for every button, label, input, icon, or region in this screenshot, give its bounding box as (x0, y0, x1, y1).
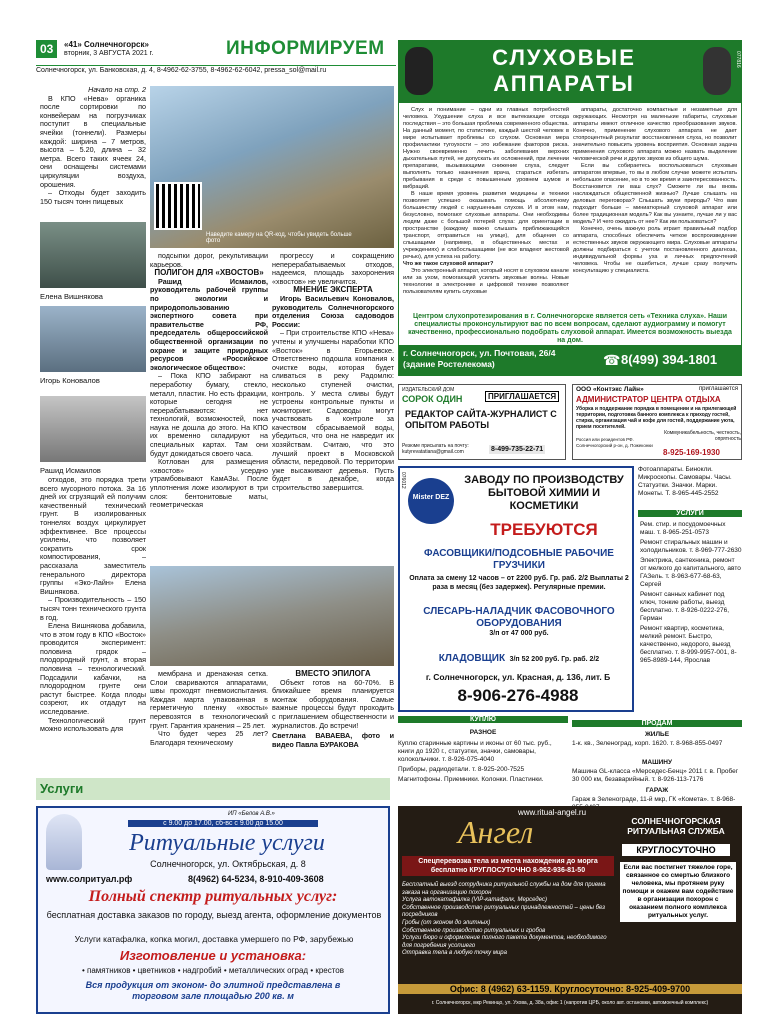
paper-name: «41» Солнечногорск» (64, 40, 149, 49)
showroom-note: Вся продукция от эконом- до элитной представлена в торговом зале площадью 200 кв. м (85, 980, 341, 1001)
kuplyu-heading: КУПЛЮ (398, 716, 568, 723)
admin-invite: приглашается (698, 386, 738, 392)
article-photo-main (150, 86, 394, 248)
article-author: Светлана ВАВАЕВА, фото и видео Павла БУРАКОВА (272, 731, 394, 749)
ritual-ad-angel (398, 806, 742, 1014)
classified-item: Куплю старинные картины и иконы от 60 тыс. руб., книги до 1920 г., статуэтки, значки, самовары, колокольчики. т. 8-926-075-4040 (398, 740, 552, 763)
uslugi-list (640, 521, 742, 665)
article-col3-bottom (272, 670, 394, 749)
article-col2 (150, 252, 268, 510)
brand-name: Mister DEZ (412, 494, 450, 501)
invite-label: ПРИГЛАШАЕТСЯ (485, 391, 559, 402)
article-text: – Отходы будет заходить 150 тысяч тонн пищевых (40, 188, 146, 206)
angel-transport: Спецперевозка тела из места нахождения до морга бесплатно КРУГЛОСУТОЧНО 8-962-936-81-50 (402, 856, 614, 876)
job-title: ФАСОВЩИКИ/ПОДСОБНЫЕ РАБОЧИЕ ГРУЗЧИКИ (424, 548, 614, 571)
job-terms: 3/п 52 200 руб. Гр. раб. 2/2 (509, 656, 600, 663)
job-1 (408, 548, 630, 592)
caption-vishnyakova: Елена Вишнякова (40, 292, 103, 301)
angel-brand: Ангел (458, 814, 534, 850)
quote-speaker: Рашид Исмаилов, руководитель рабочей группы по экологии и природопользованию экспертного совета при правительстве РФ, председатель общероссийской общественной организации по охране и защите природных ресурсов «Российское экологическое общество»: (150, 276, 268, 372)
manufacture-items: • памятников • цветников • надгробий • металлических оград • крестов (81, 966, 345, 975)
mashinu-heading: МАШИНУ (641, 759, 673, 766)
ritual-services: бесплатная доставка заказов по городу, выезд агента, оформление документов (46, 910, 382, 920)
article-text: – Пока КПО забирают на переработку бумагу, стекло, металл, пластик. Но есть фракции, которые сегодня не перерабатываются: нет технологий, возможностей, пока наука не дошла до этого. На КПО их временно складируют на специальных картах. Там они будут дожидаться своего часа. (150, 371, 268, 458)
hearing-center: Центром слухопротезирования в г. Солнечногорске является сеть «Техника слуха». Наши специалисты проконсультируют вас по всем вопросам, сделают аудиограмму и помогут качественно, профессионально подобрать слуховой аппарат. Имеется возможность выезда на дом. (408, 313, 732, 344)
hearing-phone[interactable]: 8(499) 394-1801 (621, 352, 718, 367)
factory-address: г. Солнечногорск, ул. Красная, д. 136, лит. Б (425, 672, 611, 682)
article-text: отходов, это порядка трети всего мусорного потока. За 16 дней их сгрузящий ей получим качественный технический грунт. В изолированных тоннелях воздух циркулирует эффективнее. Все процессы усилены, что позволяет сократить срок компостирования, – рассказала заместитель генерального директора группы «Эко-Лайн» Елена Вишнякова. (40, 475, 146, 596)
angel-round-clock: КРУГЛОСУТОЧНО (622, 844, 730, 856)
hearing-banner (399, 41, 741, 103)
phone-icon: ☎ (603, 352, 621, 368)
classified-item: 1-к. кв., Зеленоград, корп. 1620. т. 8-968-855-0497 (572, 740, 723, 747)
angel-list (402, 882, 614, 958)
working-hours: с 9.00 до 17.00, сб-вс с 9.00 до 15.00 (128, 820, 318, 827)
hearing-question: Что же такое слуховой аппарат? (403, 261, 494, 267)
chemistry-job-ad (398, 466, 634, 712)
ritual-services: Услуги катафалка, копка могил, доставка умершего по РФ, зарубежью (74, 934, 354, 944)
caption-konovalov: Игорь Коновалов (40, 376, 100, 385)
job-title: СЛЕСАРЬ-НАЛАДЧИК ФАСОВОЧНОГО ОБОРУДОВАНИЯ (423, 606, 615, 629)
admin-contact: Россия или резидентов РФ. Солнечногорский р-он, д. Пожеконки (576, 437, 653, 448)
qr-code[interactable] (154, 182, 202, 230)
sorok-job-ad (398, 384, 566, 460)
antiques-classified: Фотоаппараты. Бинокли. Микроскопы. Самовары. Часы. Статуэтки. Значки. Марки. Монеты. Т. 8-965-445-2552 (638, 466, 732, 497)
job-terms: Оплата за смену 12 часов – от 2200 руб. Гр. раб. 2/2 Выплаты 2 раза в месяц (без задержек). Регулярные премии. (409, 575, 629, 591)
admin-title: АДМИНИСТРАТОР ЦЕНТРА ОТДЫХА (576, 395, 721, 404)
required-label: ТРЕБУЮТСЯ (490, 520, 598, 539)
angel-list-item: Собственное производство ритуальных и гробов (402, 927, 546, 934)
article-text: Что будет через 25 лет? Благодаря техническому (150, 729, 268, 747)
hearing-text: Слух и понимание – одни из главных потребностей человека. Ухудшение слуха и все вытекающие отсюда последствия – это большая проблема современного общества. На данный момент, по статистике, каждый шестой человек в мире испытывает проблемы со слухом. Основная мера профилактики тугоухости – это избежание факторов риска. Нужно своевременно лечить заболевания верхних дыхательных путей, не допускать их осложнений, при лечении препаратами, вызывающими снижение слуха, следует выполнять только назначения врача, стараться избегать пребывания в среде с повышенным уровнем шумов и вибраций. (403, 107, 569, 190)
admin-phone[interactable]: 8-925-169-1930 (663, 448, 720, 457)
subheading: ВМЕСТО ЭПИЛОГА (295, 669, 371, 678)
hearing-footer (399, 345, 741, 375)
ritual-address: Солнечногорск, ул. Октябрьская, д. 8 (150, 859, 306, 869)
job-3 (408, 648, 630, 666)
classified-item: Приборы, радиодетали. т. 8-925-200-7525 (398, 766, 525, 773)
factory-title: ЗАВОДУ ПО ПРОИЗВОДСТВУ БЫТОВОЙ ХИМИИ И КОСМЕТИКИ (464, 474, 624, 512)
classified-item: Ремонт санных кабинет под ключ, тонкие работы, выезд бесплатно. т. 8-926-0222-276, Герман (640, 591, 730, 622)
article-col3 (272, 252, 394, 493)
angel-address: г. Солнечногорск, мкр Рекинцо, ул. Ухова, д. 38а, офис 1 (напротив ЦРБ, около авт. остановки, автомоечный комплекс) (431, 1000, 709, 1006)
classified-item: Рем. стир. и посудомоечных маш. т. 8-965-251-0573 (640, 521, 726, 536)
hearing-text: Конечно, очень важную роль играет правильный подбор аппарата, способных обеспечить четкое воспроизведение естественных звуков окружающего мира. Слуховые аппараты должны подбираться с учетом постановленного диагноза, индивидуальной формы уха и личных предпочтений человека. Чтобы не ошибиться, лучше сразу получить консультацию у специалиста. (573, 226, 737, 274)
angel-list-item: Бесплатный выезд сотрудника ритуальной службы на дом для приема заказа на организацию похорон (402, 882, 606, 896)
hearing-text: Если вы собираетесь воспользоваться слуховым аппаратом впервые, то вы в любом случае можете испытать небольшое опасение, но в то же время и заинтересованность. Восстановится ли ваш слух? Сможете ли вы вновь наслаждаться общественной жизнью? Лучше слышать на деловых переговорах? Слышать звуки природы? Что вам подходит больше – миниатюрный слуховой аппарат или более традиционная модель? Как вы узнаете, лучше ли у вас модель? И чего ожидать от нее? Как им пользоваться? (573, 163, 737, 225)
angel-office[interactable]: Офис: 8 (4962) 63-1159. Круглосуточно: 8-925-409-9700 (398, 984, 742, 994)
admin-ad (572, 384, 742, 460)
article-text: Технологический грунт можно использовать для (40, 715, 146, 734)
job-terms: 3/п от 47 000 руб. (489, 630, 549, 637)
classified-item: Ремонт стиральных машин и холодильников. т. 8-969-777-2630 (640, 539, 742, 554)
article-text: подсыпки дорог, рекультивации карьеров. (150, 251, 268, 269)
hearing-text: В наше время уровень развития медицины и техники позволяет успешно оказывать помощь абсолютному большинству людей с нарушенным слухом. И в этом нам, безусловно, помогают слуховые аппараты. Они необходимы людям даже с большой потерей слуха: для ориентации в пространстве (каждому важно слышать приближающийся транспорт, отправиться на улице), для общения со слышащими (например, в общественных местах и учреждениях) и слабослышащими (не все владеют жестовой речью), для успеха на работу. (403, 191, 569, 260)
continuation-note: Начало на стр. 2 (88, 85, 146, 94)
hearing-title (459, 45, 669, 97)
quote-speaker: Игорь Васильевич Коновалов, руководитель Солнечногорского отделения Союза садоводов России: (272, 293, 394, 329)
subheading: МНЕНИЕ ЭКСПЕРТА (293, 285, 373, 295)
angel-list-item: Гробы (от эконом до элитных) (402, 919, 491, 926)
classified-item: Машина GL-класса «Мерседес-Бенц» 2011 г. в. Пробег 30 000 км, безаварийный. т. 8-926-113-7176 (572, 768, 739, 783)
ad-code: 076012 (400, 472, 406, 489)
article-text: – Производительность – 150 тысяч тонн технического грунта в год. (40, 595, 146, 622)
firm-name: ИП «Белов А.В.» (228, 811, 275, 817)
hearing-ad (398, 40, 742, 376)
uslugi-heading: УСЛУГИ (638, 510, 742, 517)
subheading: ПОЛИГОН ДЛЯ «ХВОСТОВ» (154, 268, 264, 278)
article-text: – При строительстве КПО «Нева» учтены и улучшены наработки КПО «Восток» в Егорьевске. Ответственно подошла компания к очистке воды, которая будет сливаться в реку Радомлю: несколько ступеней очистки, контроль. У места сливы будут устроены контрольные пункты и мониторинг. Садоводы могут участвовать в контроле за качеством сбрасываемой воды, убедиться, что она не навредит их хозяйствам. Считаю, что это лучший проект в Московской области, передовой. По территории уже высаживают деревья. Пусть будет в декабре, когда строительство завершится. (272, 328, 394, 493)
article-text: Елена Вишнякова добавила, что в этом году в КПО «Восток» проводится эксперимент: половина грядок – плодородный грунт, а вторая половина – технологический. Подсадили кабачки, на плодородном грунте они растут быстрее. Когда плоды созреют, их отдадут на исследование. (40, 621, 146, 717)
caption-ismailov: Рашид Исмаилов (40, 466, 101, 475)
angel-site[interactable]: www.ritual-angel.ru (518, 808, 587, 817)
photo-caption: Наведите камеру на QR-код, чтобы увидеть больше фото (206, 232, 352, 244)
classified-item: Ремонт квартир, косметика, мелкий ремонт. Быстро, качественно, недорого, выезд бесплатно. т. 8-999-9957-001, 8-965-8989-144, Ярослав (640, 625, 737, 664)
manufacture-heading: Изготовление и установка: (119, 948, 307, 963)
hearing-device-icon (405, 47, 433, 95)
article-text: В КПО «Нева» органика после сортировки по конвейерам на погрузчиках поступит в специальные ячейки (тоннели). Размеры каждой: ширина – 7 метров, высота – 5.20, длина – 32 метра. Всего таких ячеек 24, они оснащены системами циркуляции воздуха, орошения. (40, 93, 146, 189)
angel-list-item: Услуга автокатафалка (VIP-катафалк, Мерседес) (402, 897, 547, 904)
ad-code: 077816 (735, 51, 741, 68)
publisher-label: ИЗДАТЕЛЬСКИЙ ДОМ (402, 387, 455, 393)
admin-requirements: Коммуникабельность, честность, опрятность (664, 430, 741, 442)
admin-description: Уборка и поддержание порядка в помещении и на прилегающей территории, подготовка банного комплекса к приходу гостей, стирка, организация чай и кофе для гостей, поддержание уюта, прием посетителей. (576, 406, 737, 430)
job-2 (408, 606, 630, 637)
raznoe-heading: РАЗНОЕ (469, 729, 497, 736)
classified-item: Магнитофоны. Приемники. Колонки. Пластинки. (398, 776, 544, 783)
section-title: ИНФОРМИРУЕМ (226, 38, 385, 59)
page-header (36, 40, 396, 74)
publisher-brand: СОРОК ОДИН (402, 394, 463, 404)
hearing-title-line2: АППАРАТЫ (493, 71, 635, 96)
kuplyu-list (398, 740, 568, 784)
zhile-heading: ЖИЛЬЕ (644, 731, 670, 738)
ritual-title: Ритуальные услуги (129, 830, 325, 856)
hearing-text: аппараты, достаточно компактные и незаметные для окружающих. Несмотря на маленькие габариты, слуховые аппараты имеют отличное качество преобразования звуков. Конечно, применение слухового аппарата не дает стопроцентный результат восстановления слуха, но позволит значительно повысить уровень восприятия. Основная задача применения слухового аппарата можно назвать выделение человеческой речи и других звуков из общего шума. (573, 107, 737, 162)
angel-figure-icon (46, 814, 82, 870)
admin-company: ООО «Контэкс Лайн» (576, 386, 644, 393)
resume-email: Резюме присылать на почту: kutyrevatatiana@gmail.com (402, 443, 469, 455)
ritual-phones[interactable]: 8(4962) 64-5234, 8-910-409-3608 (188, 874, 324, 884)
uslugi-bar-title: Услуги (40, 781, 84, 796)
ritual-site[interactable]: www.солритуал.рф (46, 874, 133, 884)
job-title: РЕДАКТОР САЙТА-ЖУРНАЛИСТ С ОПЫТОМ РАБОТЫ (405, 409, 557, 430)
portrait-konovalov (40, 306, 146, 372)
article-col2-bottom (150, 670, 268, 747)
prodam-heading: ПРОДАМ (572, 720, 742, 727)
ritual-ad-belov (36, 806, 390, 1014)
angel-side-text: Если вас постигнет тяжелое горе, связанное со смертью близкого человека, мы протянем руку помощи и окажем вам содействие в организации похорон с оказанием полного комплекса ритуальных услуг. (620, 862, 736, 922)
article-text: прогрессу и сокращению неперерабатываемых отходов, надеемся, площадь захоронения «хвостов» не увеличится. (272, 251, 394, 286)
hearing-address: г. Солнечногорск, ул. Почтовая, 26/4 (здание Ростелекома) (403, 348, 556, 369)
factory-phone[interactable]: 8-906-276-4988 (457, 686, 579, 705)
angel-service: СОЛНЕЧНОГОРСКАЯ РИТУАЛЬНАЯ СЛУЖБА (627, 816, 725, 836)
article-col1-top (40, 86, 146, 206)
garazh-heading: ГАРАЖ (645, 787, 669, 794)
classified-item: Гараж в Зеленограде, 11-й мкр, ГК «Комета». т. 8-968- (572, 796, 736, 803)
hearing-text: Это электронный аппарат, который носят в слуховом канале или за ухом, помогающий усилить звуковые волны. Новые технологии в электронике и цифровой технике позволяют пользователям купить слуховые (403, 268, 569, 295)
article-col1-bottom (40, 476, 146, 734)
article-text: мембрана и дренажная сетка. Слои свариваются аппаратами, швы проходят пневмоиспытания. Каждая марта упакованная в герметичную пленку «хвосты» перевозятся в технологический грунт. Гарантия хранения – 25 лет. (150, 669, 268, 730)
angel-list-item: Услуги бюро и оформление полного пакета документов, необходимого для погребения усопшего (402, 935, 607, 949)
angel-list-item: Собственное производство ритуальных принадлежностей – цены без посредников (402, 904, 606, 919)
classified-item: Электрика, сантехника, ремонт от мелкого до капитального, авто ГАЗель. т. 8-963-677-68-63, Сергей (640, 557, 741, 588)
issue-date: вторник, 3 АВГУСТА 2021 г. (64, 50, 154, 57)
hearing-device-icon (703, 47, 731, 95)
article-photo-construction (150, 566, 394, 666)
portrait-ismailov (40, 396, 146, 462)
job-title: КЛАДОВЩИК (438, 653, 506, 664)
article-text: Котлован для размещения «хвостов» усердно утрамбовывают КамАЗы. После уплотнения ложе изолируют в три слоя: бентонитовые маты, геометрическая (150, 457, 268, 510)
sorok-phone[interactable]: 8-499-735-22-71 (491, 446, 544, 453)
header-address: Солнечногорск, ул. Банковская, д. 4, 8-4962-62-3755, 8-4962-62-6042, pressa_sol@mail.ru (36, 65, 396, 74)
full-spectrum: Полный спектр ритуальных услуг: (88, 888, 338, 905)
brand-logo (408, 478, 454, 524)
angel-list-item: Отправка тела в любую точку мира (402, 950, 507, 957)
uslugi-bar (36, 778, 390, 800)
page-number: 03 (36, 40, 57, 58)
hearing-title-line1: СЛУХОВЫЕ (492, 45, 636, 70)
article-text: Объект готов на 60-70%. В ближайшее время планируется монтаж оборудования. Самые важные процессы будут проходить с приглашением общественности и журналистов. До встречи! (272, 677, 394, 730)
portrait-vishnyakova (40, 222, 146, 288)
